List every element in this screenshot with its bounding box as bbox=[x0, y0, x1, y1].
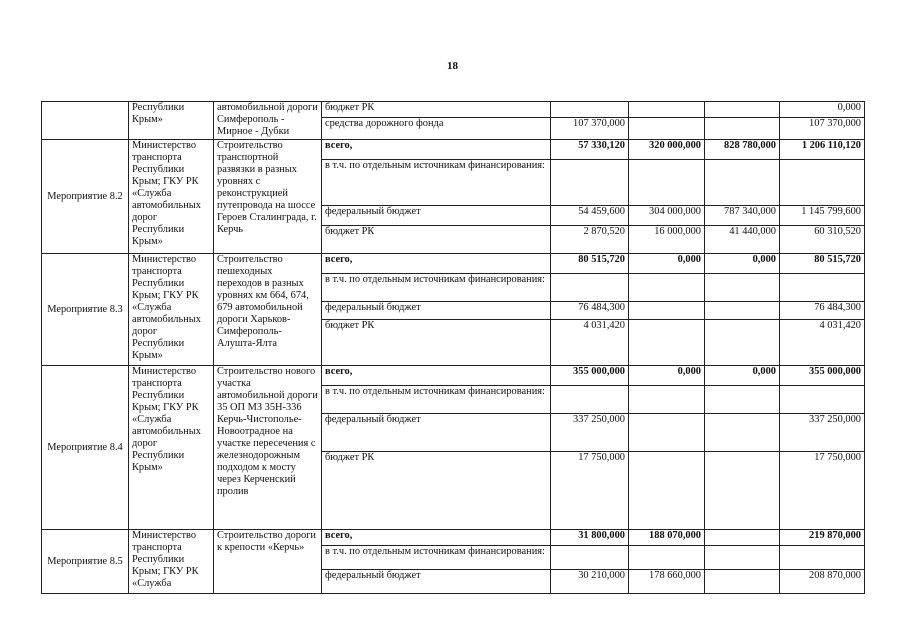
source-cell: всего, bbox=[322, 530, 551, 546]
value-cell: 828 780,000 bbox=[705, 140, 780, 160]
activity-name-cell: Строительство нового участка автомобильной дороги 35 ОП МЗ 35Н-336 Керчь-Чистополье-Новоотрадное на участке пересечения с железнодорожным подходом к мосту через Керченский пролив bbox=[214, 366, 322, 530]
executor-cell: Министерство транспорта Республики Крым; ГКУ РК «Служба автомобильных дорог Республики Крым» bbox=[129, 140, 214, 254]
value-cell bbox=[705, 320, 780, 366]
total-cell: 355 000,000 bbox=[780, 366, 865, 386]
source-cell: всего, bbox=[322, 366, 551, 386]
value-cell: 41 440,000 bbox=[705, 226, 780, 254]
value-cell: 76 484,300 bbox=[551, 302, 629, 320]
value-cell: 320 000,000 bbox=[629, 140, 705, 160]
value-cell: 0,000 bbox=[629, 254, 705, 274]
source-cell: в т.ч. по отдельным источникам финансирования: bbox=[322, 274, 551, 302]
value-cell: 0,000 bbox=[705, 366, 780, 386]
value-cell bbox=[629, 452, 705, 530]
value-cell: 304 000,000 bbox=[629, 206, 705, 226]
value-cell: 2 870,520 bbox=[551, 226, 629, 254]
source-cell: федеральный бюджет bbox=[322, 414, 551, 452]
source-cell: средства дорожного фонда bbox=[322, 118, 551, 140]
table-row bbox=[42, 102, 865, 118]
value-cell bbox=[705, 414, 780, 452]
value-cell: 337 250,000 bbox=[551, 414, 629, 452]
measure-cell: Мероприятие 8.2 bbox=[42, 140, 129, 254]
value-cell: 0,000 bbox=[629, 366, 705, 386]
table-row bbox=[42, 140, 865, 160]
source-cell: бюджет РК bbox=[322, 226, 551, 254]
value-cell bbox=[629, 414, 705, 452]
source-cell: в т.ч. по отдельным источникам финансирования: bbox=[322, 160, 551, 206]
activity-name-cell: автомобильной дороги Симферополь - Мирное - Дубки bbox=[214, 102, 322, 140]
value-cell: 188 070,000 bbox=[629, 530, 705, 546]
source-cell: в т.ч. по отдельным источникам финансирования: bbox=[322, 546, 551, 570]
executor-cell: Министерство транспорта Республики Крым; ГКУ РК «Служба автомобильных дорог Республики Крым» bbox=[129, 254, 214, 366]
source-cell: всего, bbox=[322, 140, 551, 160]
value-cell: 80 515,720 bbox=[551, 254, 629, 274]
total-cell: 17 750,000 bbox=[780, 452, 865, 530]
activity-name-cell: Строительство транспортной развязки в разных уровнях с реконструкцией путепровода на шоссе Героев Сталинграда, г. Керчь bbox=[214, 140, 322, 254]
value-cell bbox=[551, 102, 629, 118]
value-cell bbox=[629, 320, 705, 366]
source-cell: федеральный бюджет bbox=[322, 302, 551, 320]
source-cell: в т.ч. по отдельным источникам финансирования: bbox=[322, 386, 551, 414]
measure-cell: Мероприятие 8.3 bbox=[42, 254, 129, 366]
total-cell: 60 310,520 bbox=[780, 226, 865, 254]
total-cell: 337 250,000 bbox=[780, 414, 865, 452]
value-cell: 31 800,000 bbox=[551, 530, 629, 546]
total-cell: 1 145 799,600 bbox=[780, 206, 865, 226]
total-cell: 219 870,000 bbox=[780, 530, 865, 546]
value-cell bbox=[705, 530, 780, 546]
table-row bbox=[42, 254, 865, 274]
value-cell: 4 031,420 bbox=[551, 320, 629, 366]
total-cell: 107 370,000 bbox=[780, 118, 865, 140]
value-cell: 54 459,600 bbox=[551, 206, 629, 226]
executor-cell: Министерство транспорта Республики Крым; ГКУ РК «Служба автомобильных дорог Республики Крым» bbox=[129, 366, 214, 530]
value-cell bbox=[705, 452, 780, 530]
source-cell: федеральный бюджет bbox=[322, 206, 551, 226]
budget-table bbox=[41, 101, 865, 594]
value-cell: 178 660,000 bbox=[629, 570, 705, 594]
table-row bbox=[42, 530, 865, 546]
value-cell bbox=[629, 118, 705, 140]
source-cell: бюджет РК bbox=[322, 320, 551, 366]
source-cell: федеральный бюджет bbox=[322, 570, 551, 594]
value-cell: 787 340,000 bbox=[705, 206, 780, 226]
value-cell: 30 210,000 bbox=[551, 570, 629, 594]
table-row bbox=[42, 366, 865, 386]
activity-name-cell: Строительство дороги к крепости «Керчь» bbox=[214, 530, 322, 594]
measure-cell: Мероприятие 8.4 bbox=[42, 366, 129, 530]
value-cell bbox=[705, 570, 780, 594]
source-cell: бюджет РК bbox=[322, 102, 551, 118]
value-cell: 57 330,120 bbox=[551, 140, 629, 160]
total-cell: 0,000 bbox=[780, 102, 865, 118]
total-cell: 76 484,300 bbox=[780, 302, 865, 320]
total-cell: 208 870,000 bbox=[780, 570, 865, 594]
value-cell bbox=[705, 102, 780, 118]
source-cell: бюджет РК bbox=[322, 452, 551, 530]
measure-cell bbox=[42, 102, 129, 140]
executor-cell: Республики Крым» bbox=[129, 102, 214, 140]
total-cell: 4 031,420 bbox=[780, 320, 865, 366]
value-cell bbox=[705, 118, 780, 140]
activity-name-cell: Строительство пешеходных переходов в разных уровнях км 664, 674, 679 автомобильной дороги Харьков-Симферополь-Алушта-Ялта bbox=[214, 254, 322, 366]
value-cell bbox=[705, 302, 780, 320]
executor-cell: Министерство транспорта Республики Крым; ГКУ РК «Служба bbox=[129, 530, 214, 594]
measure-cell: Мероприятие 8.5 bbox=[42, 530, 129, 594]
value-cell bbox=[629, 102, 705, 118]
total-cell: 1 206 110,120 bbox=[780, 140, 865, 160]
source-cell: всего, bbox=[322, 254, 551, 274]
value-cell: 16 000,000 bbox=[629, 226, 705, 254]
total-cell: 80 515,720 bbox=[780, 254, 865, 274]
value-cell bbox=[629, 302, 705, 320]
value-cell: 355 000,000 bbox=[551, 366, 629, 386]
value-cell: 0,000 bbox=[705, 254, 780, 274]
page-number: 18 bbox=[447, 60, 458, 72]
value-cell: 17 750,000 bbox=[551, 452, 629, 530]
value-cell: 107 370,000 bbox=[551, 118, 629, 140]
